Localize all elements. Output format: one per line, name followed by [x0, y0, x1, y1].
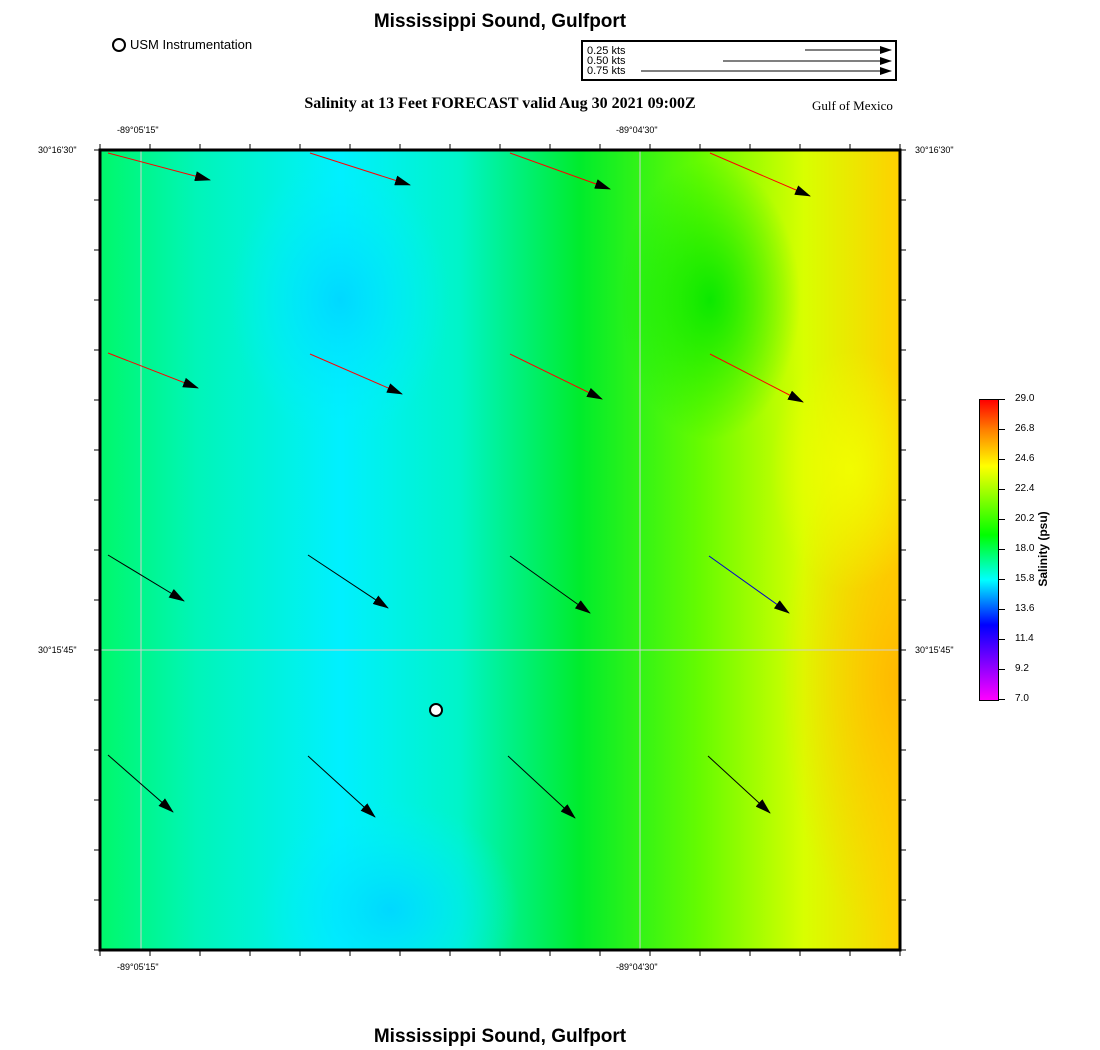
colorbar-tick-mark — [999, 699, 1005, 700]
colorbar-tick-label: 11.4 — [1015, 633, 1034, 644]
bottom-lon-label-1: -89°05'15" — [117, 962, 159, 972]
bottom-lon-label-2: -89°04'30" — [616, 962, 658, 972]
station-legend-label: USM Instrumentation — [130, 37, 253, 52]
colorbar-label: Salinity (psu) — [1036, 511, 1050, 587]
vector-scale-key — [581, 40, 897, 81]
colorbar-tick-mark — [999, 669, 1005, 670]
map-title: Mississippi Sound, Gulfport — [373, 11, 627, 32]
colorbar-tick-mark — [999, 609, 1005, 610]
colorbar-tick-label: 26.8 — [1015, 423, 1035, 434]
colorbar-tick-label: 29.0 — [1015, 393, 1035, 404]
vector-key-label-3: 0.75 kts — [587, 65, 626, 77]
colorbar-tick-mark — [999, 579, 1005, 580]
left-lat-label-1: 30°16'30" — [38, 145, 77, 155]
salinity-colorbar — [979, 399, 999, 701]
salinity-map — [90, 140, 910, 960]
colorbar-tick-label: 20.2 — [1015, 513, 1035, 524]
colorbar-tick-label: 22.4 — [1015, 483, 1035, 494]
station-marker-icon — [112, 38, 126, 52]
colorbar-tick-label: 24.6 — [1015, 453, 1035, 464]
top-lon-label-2: -89°04'30" — [616, 125, 658, 135]
colorbar-tick-mark — [999, 549, 1005, 550]
colorbar-tick-mark — [999, 489, 1005, 490]
right-lat-label-1: 30°16'30" — [915, 145, 954, 155]
colorbar-tick-mark — [999, 399, 1005, 400]
colorbar-tick-mark — [999, 519, 1005, 520]
colorbar-tick-label: 15.8 — [1015, 573, 1035, 584]
colorbar-tick-mark — [999, 639, 1005, 640]
colorbar-tick-label: 13.6 — [1015, 603, 1035, 614]
region-label: Gulf of Mexico — [812, 98, 893, 113]
salinity-field — [100, 150, 910, 960]
map-title-bottom: Mississippi Sound, Gulfport — [373, 1026, 627, 1047]
top-lon-label-1: -89°05'15" — [117, 125, 159, 135]
vector-key-label-2: 0.50 kts — [587, 55, 626, 67]
right-lat-label-2: 30°15'45" — [915, 645, 954, 655]
station-marker[interactable] — [430, 704, 442, 716]
vector-key-label-1: 0.25 kts — [587, 45, 626, 57]
left-lat-label-2: 30°15'45" — [38, 645, 77, 655]
colorbar-tick-mark — [999, 459, 1005, 460]
colorbar-tick-label: 7.0 — [1015, 693, 1029, 704]
vector-key-arrows — [583, 42, 895, 79]
colorbar-tick-label: 18.0 — [1015, 543, 1035, 554]
colorbar-tick-mark — [999, 429, 1005, 430]
colorbar-tick-label: 9.2 — [1015, 663, 1029, 674]
map-subtitle: Salinity at 13 Feet FORECAST valid Aug 30 2021 09:00Z — [304, 95, 696, 112]
station-legend — [112, 37, 252, 52]
